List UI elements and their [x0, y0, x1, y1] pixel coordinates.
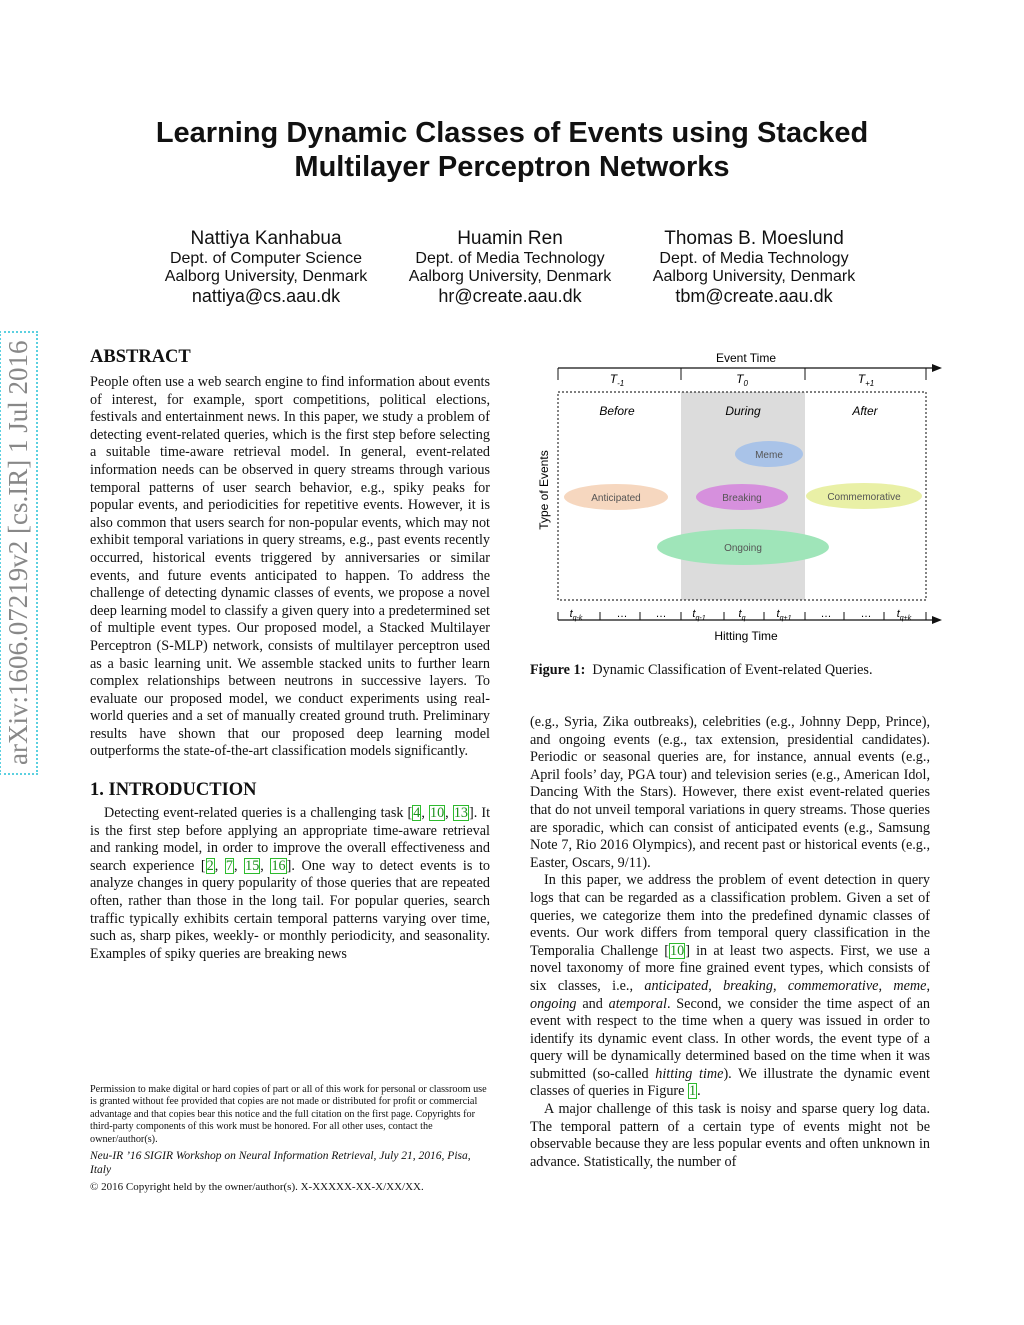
- citation-link[interactable]: 16: [271, 857, 286, 874]
- citation-link[interactable]: 10: [670, 942, 685, 959]
- bottom-axis-label: Hitting Time: [714, 629, 778, 643]
- author-name: Huamin Ren: [457, 228, 563, 249]
- copyright-footnote: [90, 1084, 490, 1193]
- author-univ: Aalborg University, Denmark: [408, 268, 612, 285]
- figure-1: [534, 346, 944, 646]
- tick-label-tq: $t_q$: [738, 608, 746, 622]
- body-text: . Second, we consider the time aspect of an event with respect to the time when a query was issued in order to identify its dynamic event class. In other words, the event type of a query will be dynamically determined based on the time when it was submitted (so-called: [530, 995, 930, 1082]
- body-text: In this paper, we address the problem of event detection in query logs that can be regarded as a classification problem. Given a set of queries, we categorize them into the predefined dynamic classes of events. Our work differs from temporal query classification in the Temporalia Challenge [: [530, 872, 930, 959]
- right-column: [530, 714, 930, 1171]
- anticipated-label: Anticipated: [591, 493, 641, 504]
- hitting-time-term: hitting time: [655, 1065, 724, 1082]
- right-paragraph-1: (e.g., Syria, Zika outbreaks), celebrities (e.g., Johnny Depp, Prince), and ongoing events (e.g., tax extension, presidential candidates). Periodic or seasonal queries are, for instance, annual events (e.g., April fools’ day, PGA tour) and television series (e.g., American Idol, Dancing With the Stars). However, there exist event-related queries that do not unveil temporal variations in query streams. Those queries are sporadic, which can consist of anticipated events (e.g., Samsung Note 7, Rio 2016 Olympics), and recent past or historical events (e.g., Easter, Oscars, 9/11).: [530, 714, 930, 871]
- author-email[interactable]: hr@create.aau.dk: [438, 286, 582, 306]
- period-label-before: $T_{-1}$: [609, 372, 625, 388]
- citation-link[interactable]: 2: [206, 857, 214, 874]
- class-term: atemporal: [608, 995, 667, 1012]
- period-label-during: $T_0$: [736, 372, 748, 388]
- y-axis-label: Type of Events: [537, 450, 551, 530]
- paper-title: [0, 116, 1024, 184]
- class-term: ongoing: [530, 995, 577, 1012]
- intro-text: ]. It is the first step before applying an appropriate time-aware retrieval and ranking model, in order to improve the overall effectiveness and search experience [: [90, 805, 491, 874]
- citation-link[interactable]: 13: [453, 805, 468, 822]
- title-line-1: Learning Dynamic Classes of Events using Stacked: [155, 117, 869, 149]
- class-term: anticipated: [644, 977, 709, 994]
- intro-text: ]. One way to detect events is to analyze changes in query popularity of those queries that are repeated often, rather than those in the long tail. For popular queries, search traffic typically exhibits certain temporal patterns varying over time, such as, sharp pikes, weekly- or monthly periodicity, and seasonality. Examples of spiky queries are breaking news: [90, 857, 491, 962]
- permission-text: Permission to make digital or hard copies of part or all of this work for personal or classroom use is granted without fee provided that copies are not made or distributed for profit or commercial advantage and that copies bear this notice and the full citation on the first page. Copyrights for third-party components of this work must be honored. For all other uses, contact the owner/author(s).: [90, 1084, 487, 1145]
- caption-text: Dynamic Classification of Event-related Queries.: [592, 662, 873, 678]
- class-term: meme: [893, 977, 927, 994]
- phase-before: Before: [599, 404, 635, 418]
- tick-label-ellipsis: …: [820, 608, 832, 620]
- intro-text: Detecting event-related queries is a challenging task [: [104, 805, 413, 822]
- body-text: ). We illustrate the dynamic event classes of queries in Figure: [530, 1065, 930, 1100]
- author-name: Thomas B. Moeslund: [664, 228, 844, 249]
- body-text: ] in at least two aspects. First, we use a novel taxonomy of more fine grained event types, which consists of six classes, i.e.,: [530, 942, 930, 994]
- author-name: Nattiya Kanhabua: [190, 228, 342, 249]
- author-block-3: [634, 228, 874, 307]
- copyright-text: © 2016 Copyright held by the owner/author(s). X-XXXXX-XX-X/XX/XX.: [90, 1181, 424, 1194]
- phase-during: During: [725, 404, 761, 418]
- citation-link[interactable]: 10: [429, 805, 445, 822]
- author-dept: Dept. of Computer Science: [169, 250, 363, 267]
- citation-link[interactable]: 7: [225, 857, 233, 874]
- title-line-2: Multilayer Perceptron Networks: [294, 151, 730, 183]
- tick-label-tq-k: $t_{q-k}$: [569, 608, 583, 622]
- author-univ: Aalborg University, Denmark: [164, 268, 368, 285]
- venue-text: Neu-IR ’16 SIGIR Workshop on Neural Information Retrieval, July 21, 2016, Pisa, Italy: [90, 1150, 471, 1176]
- author-univ: Aalborg University, Denmark: [652, 268, 856, 285]
- class-term: commemorative: [787, 977, 879, 994]
- figure-caption: [530, 662, 873, 679]
- abstract-text: People often use a web search engine to find information about events of interest, for example, sport competitions, political elections, festivals and entertainment news. In this paper, we study a problem of detecting event-related queries, which is the first step before selecting a suitable time-aware retrieval model. In general, event-related information needs can be observed in query streams through various temporal patterns of user search behavior, e.g., spiky peaks for popular events, and periodicities for repetitive events. However, it is also common that users search for non-popular events, which may not exhibit temporal variations in query streams, e.g., past events recently occurred, historical events triggered by anniversaries or similar events, and future events anticipated to happen. To address the challenge of detecting dynamic classes of events, we propose a novel deep learning model to classify a given query into a predetermined set of multiple event types. Our proposed model, a Stacked Multilayer Perceptron (S-MLP) network, consists of multilayer perceptron used as a basic learning unit. We assemble stacked units to further learn complex relationships between neutrons in successive layers. To evaluate our proposed model, we conduct experiments using real-world queries and a set of manually created ground truth. Preliminary results have shown that our proposed deep learning model outperforms the state-of-the-art classification models significantly.: [90, 374, 490, 760]
- top-axis-label: Event Time: [715, 351, 777, 365]
- author-block-2: [390, 228, 630, 307]
- arrow-right-icon: [932, 364, 942, 372]
- period-label-after: $T_{+1}$: [857, 372, 875, 388]
- tick-label-tq+k: $t_{q+k}$: [896, 608, 912, 622]
- phase-after: After: [852, 404, 878, 418]
- tick-label-ellipsis: …: [616, 608, 628, 620]
- author-email[interactable]: tbm@create.aau.dk: [675, 286, 833, 306]
- citation-link[interactable]: 4: [413, 805, 421, 822]
- abstract-heading: ABSTRACT: [90, 347, 191, 367]
- intro-heading: 1. INTRODUCTION: [90, 780, 257, 801]
- class-term: breaking: [723, 977, 773, 994]
- author-dept: Dept. of Media Technology: [659, 250, 849, 267]
- arrow-right-icon: [932, 616, 942, 624]
- left-column: [90, 346, 490, 963]
- breaking-label: Breaking: [722, 493, 762, 504]
- caption-label: Figure 1:: [530, 662, 586, 678]
- right-paragraph-3: A major challenge of this task is noisy and sparse query log data. The temporal pattern of a certain type of events might not be observable because they are less popular events and often unknown in advance. Statistically, the number of: [530, 1101, 930, 1170]
- author-dept: Dept. of Media Technology: [415, 250, 605, 267]
- tick-label-ellipsis: …: [655, 608, 667, 620]
- figure-link[interactable]: 1: [689, 1083, 697, 1100]
- meme-label: Meme: [755, 450, 783, 461]
- tick-label-tq-1: $t_{q-1}$: [692, 608, 706, 622]
- tick-label-ellipsis: …: [860, 608, 872, 620]
- author-block-1: [146, 228, 386, 307]
- tick-label-tq+1: $t_{q+1}$: [776, 608, 792, 622]
- commemorative-label: Commemorative: [827, 492, 901, 503]
- intro-paragraph: Detecting event-related queries is a challenging task [4, 10, 13]. It is the first step before applying an appropriate time-aware retrieval and ranking model, in order to improve the overall effectiveness and search experience [2, 7, 15, 16]. One way to detect events is to analyze changes in query popularity of those queries that are repeated often, rather than those in the long tail. For popular queries, search traffic typically exhibits certain temporal patterns varying over time, such as, sharp pikes, weekly- or monthly periodicity, and seasonality. Examples of spiky queries are breaking news: [90, 805, 491, 962]
- body-text: and: [576, 995, 609, 1012]
- right-paragraph-2: In this paper, we address the problem of event detection in query logs that can be regarded as a classification problem. Given a set of queries, we categorize them into the predefined dynamic classes of events. Our work differs from temporal query classification in the Temporalia Challenge [10] in at least two aspects. First, we use a novel taxonomy of more fine grained event types, which consists of six classes, i.e., anticipated, breaking, commemorative, meme, ongoing and atemporal. Second, we consider the time aspect of an event with respect to the time when a query was issued in order to identify its dynamic event class. In other words, the event type of a query will be dynamically determined based on the time when it was submitted (so-called hitting time). We illustrate the dynamic event classes of queries in Figure 1.: [530, 872, 930, 1100]
- author-email[interactable]: nattiya@cs.aau.dk: [191, 286, 341, 306]
- event-time-diagram: [534, 346, 944, 646]
- citation-link[interactable]: 15: [245, 857, 260, 874]
- arxiv-stamp[interactable]: arXiv:1606.07219v2 [cs.IR] 1 Jul 2016: [0, 331, 38, 775]
- ongoing-label: Ongoing: [724, 543, 762, 554]
